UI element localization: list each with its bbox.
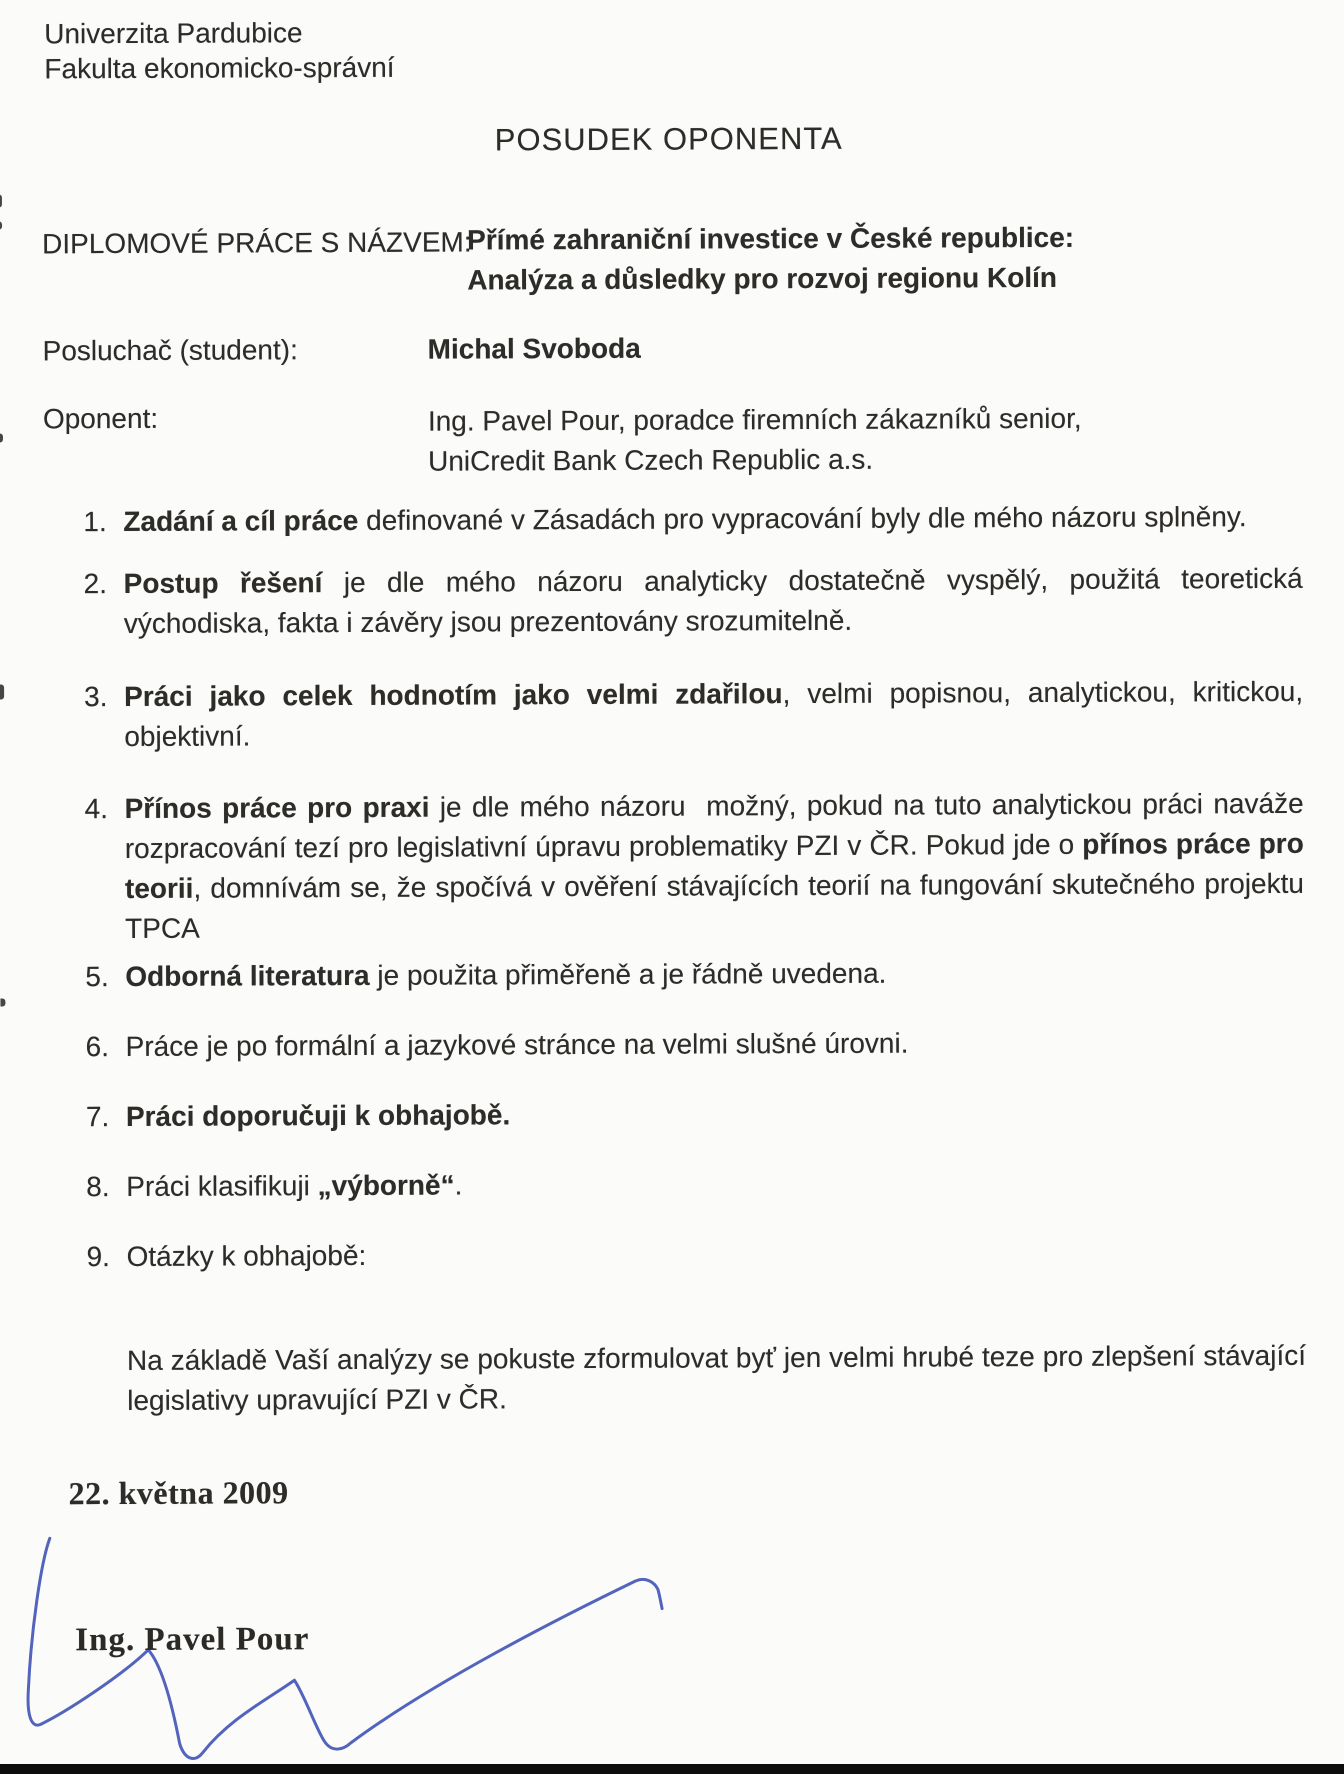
opponent-label: Oponent:: [42, 402, 159, 435]
item-text-segment: definované v Zásadách pro vypracování byly dle mého názoru splněny.: [358, 501, 1247, 536]
thesis-title: [467, 218, 1074, 301]
item-text: [124, 672, 1303, 757]
thesis-title-line1: Přímé zahraniční investice v České republice:: [467, 221, 1075, 256]
date-line: 22. května 2009: [68, 1474, 289, 1512]
review-item: [85, 784, 1305, 949]
item-text-bold-segment: Postup řešení: [123, 567, 323, 599]
item-text: [126, 1232, 1305, 1277]
item-text: [126, 1162, 1305, 1207]
signer-name: Ing. Pavel Pour: [75, 1621, 310, 1659]
item-text-bold-segment: Práci doporučuji k obhajobě.: [125, 1099, 511, 1132]
item-number: 8.: [86, 1171, 110, 1203]
item-number: 1.: [83, 506, 107, 538]
scan-edge-artifact: [0, 685, 4, 700]
review-item: [84, 672, 1303, 757]
student-label: Posluchač (student):: [42, 334, 298, 367]
thesis-title-line2: Analýza a důsledky pro rozvoj regionu Kolín: [467, 261, 1058, 296]
review-list: [83, 497, 1305, 1303]
review-item: [86, 1162, 1305, 1207]
item-text-segment: , domnívám se, že spočívá v ověření stávajících teorií na fungování skutečného projektu TPCA: [125, 867, 1305, 944]
item-text: [123, 497, 1302, 542]
review-item: [84, 559, 1303, 644]
item-text-bold-segment: Zadání a cíl práce: [123, 504, 359, 537]
review-item: [86, 1022, 1305, 1067]
item-text: [125, 952, 1304, 997]
opponent-value: [428, 399, 1082, 482]
item-text-segment: , velmi popisnou, analytickou, kritickou, objektivní.: [124, 675, 1304, 752]
item-text-segment: Otázky k obhajobě:: [126, 1239, 367, 1272]
item-text-bold-segment: Práci jako celek hodnotím jako velmi zdařilou: [124, 678, 783, 712]
scan-edge-artifact: [0, 434, 3, 443]
review-item: [83, 497, 1302, 542]
item-number: 9.: [86, 1241, 110, 1273]
item-text-segment: .: [454, 1169, 463, 1201]
item-number: 7.: [85, 1101, 110, 1133]
scan-bottom-edge: [0, 1764, 1344, 1774]
item-number: 4.: [84, 793, 109, 825]
scan-edge-artifact: [0, 222, 2, 230]
scan-edge-artifact: [0, 195, 2, 208]
question-paragraph: Na základě Vaší analýzy se pokuste zformulovat byť jen velmi hrubé teze pro zlepšení stávající legislativy upravující PZI v ČR.: [126, 1339, 1307, 1416]
item-number: 5.: [85, 961, 109, 993]
review-item: [85, 952, 1304, 997]
scan-edge-artifact: [0, 999, 5, 1007]
item-text-segment: je dle mého názoru analyticky dostatečně vyspělý, použitá teoretická východiska, fakta i závěry jsou prezentovány srozumitelně.: [123, 562, 1303, 639]
item-text: [124, 559, 1303, 644]
item-text: [126, 1022, 1305, 1067]
item-number: 2.: [83, 568, 108, 600]
item-number: 3.: [84, 681, 108, 713]
item-text-segment: je dle mého názoru možný, pokud na tuto analytickou práci naváže rozpracování tezí pro legislativní úpravu problematiky PZI v ČR. Pokud jde o: [124, 787, 1304, 864]
university-name: Univerzita Pardubice: [44, 17, 303, 50]
opponent-line1: Ing. Pavel Pour, poradce firemních zákazníků senior,: [427, 402, 1082, 437]
item-text-bold-segment: přínos práce pro teorii: [124, 827, 1304, 904]
review-item: [86, 1092, 1305, 1137]
item-text: [125, 784, 1305, 949]
item-text-bold-segment: „výborně“: [317, 1169, 455, 1202]
opponent-line2: UniCredit Bank Czech Republic a.s.: [428, 443, 874, 477]
item-text-bold-segment: Odborná literatura: [125, 959, 370, 992]
student-name: Michal Svoboda: [427, 332, 641, 365]
thesis-label: DIPLOMOVÉ PRÁCE S NÁZVEM:: [42, 226, 472, 260]
document-title: POSUDEK OPONENTA: [494, 120, 843, 158]
item-text: [126, 1092, 1305, 1137]
faculty-name: Fakulta ekonomicko-správní: [44, 51, 395, 85]
item-text-segment: Práce je po formální a jazykové stránce na velmi slušné úrovni.: [125, 1027, 909, 1062]
item-text-segment: Práci klasifikuji: [126, 1170, 318, 1202]
item-text-bold-segment: Přínos práce pro praxi: [124, 791, 430, 824]
item-number: 6.: [85, 1031, 110, 1063]
review-item: [86, 1232, 1305, 1277]
letterhead: [44, 15, 394, 87]
item-text-segment: je použita přiměřeně a je řádně uvedena.: [369, 957, 887, 991]
